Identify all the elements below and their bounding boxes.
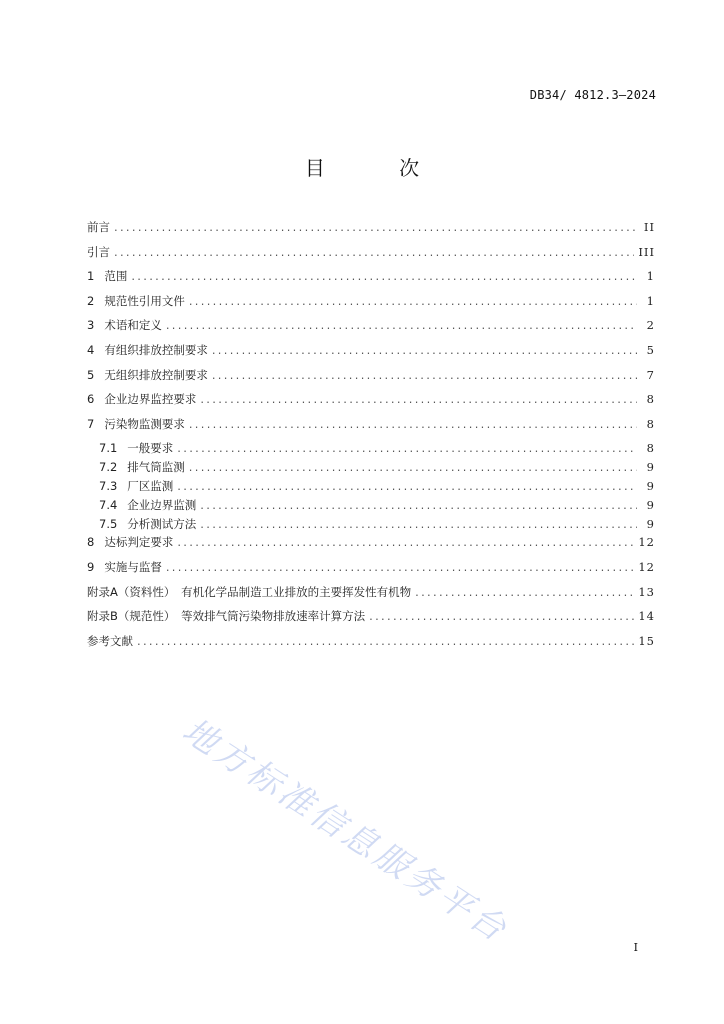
toc-entry-number: 7.3 — [99, 478, 118, 493]
toc-entry-page: 9 — [646, 478, 655, 493]
toc-entry[interactable] — [87, 293, 655, 318]
toc-entry[interactable] — [87, 633, 655, 658]
toc-entry[interactable] — [87, 559, 655, 584]
toc-entry-label: 厂区监测 — [127, 478, 174, 493]
toc-entry-page: 14 — [638, 609, 655, 624]
toc-entry[interactable] — [87, 534, 655, 559]
page-number: I — [633, 941, 638, 954]
toc-entry-label: 参考文献 — [87, 633, 133, 648]
toc-entry-label: 附录A（资料性） 有机化学品制造工业排放的主要挥发性有机物 — [87, 584, 412, 599]
toc-entry-label: 范围 — [104, 269, 128, 284]
toc-entry-number: 6 — [87, 392, 95, 407]
toc-entry-page: 9 — [646, 516, 655, 531]
toc-entry-label: 企业边界监测 — [127, 497, 197, 512]
toc-leader-dots — [415, 584, 634, 600]
toc-entry-number: 3 — [87, 318, 95, 333]
toc-entry-page: II — [643, 220, 655, 234]
toc-entry-page: 8 — [646, 416, 655, 431]
toc-entry[interactable] — [87, 342, 655, 367]
toc-entry[interactable] — [87, 459, 655, 478]
toc-entry-page: 8 — [646, 441, 655, 456]
toc-entry-label: 引言 — [87, 244, 110, 259]
watermark: 地方标准信息服务平台 — [175, 710, 516, 952]
toc-entry-label: 附录B（规范性） 等效排气筒污染物排放速率计算方法 — [87, 609, 366, 624]
toc-leader-dots — [189, 416, 637, 432]
toc-entry-page: III — [638, 244, 655, 259]
toc-entry[interactable] — [87, 268, 655, 293]
toc-leader-dots — [131, 268, 637, 284]
toc-entry-label: 达标判定要求 — [104, 535, 174, 550]
toc-leader-dots — [114, 244, 634, 260]
toc-entry[interactable] — [87, 416, 655, 441]
toc-entry-number: 8 — [87, 535, 95, 550]
toc-entry-number: 7.1 — [99, 441, 118, 456]
toc-entry-number: 9 — [87, 559, 95, 574]
toc-leader-dots — [212, 342, 637, 358]
toc-leader-dots — [369, 608, 634, 624]
toc-entry-label: 排气筒监测 — [127, 460, 185, 475]
toc-entry[interactable] — [87, 584, 655, 609]
toc-entry-label: 术语和定义 — [104, 318, 162, 333]
toc-leader-dots — [166, 559, 635, 575]
toc-entry-number: 4 — [87, 342, 95, 357]
toc-leader-dots — [166, 317, 637, 333]
toc-entry-label: 实施与监督 — [104, 559, 162, 574]
toc-entry-page: 13 — [638, 584, 655, 599]
toc-entry-page: 9 — [646, 497, 655, 512]
toc-entry-number: 7.2 — [99, 460, 118, 475]
toc-entry-label: 一般要求 — [127, 441, 174, 456]
toc-entry-label: 前言 — [87, 220, 110, 234]
toc-entry[interactable] — [87, 440, 655, 459]
toc-entry[interactable] — [87, 497, 655, 516]
toc-entry-label: 规范性引用文件 — [104, 293, 185, 308]
page-title: 目 次 — [304, 156, 454, 180]
toc-leader-dots — [200, 497, 637, 513]
toc-entry-page: 1 — [646, 293, 655, 308]
toc-leader-dots — [177, 440, 637, 456]
toc-leader-dots — [177, 534, 634, 550]
toc-entry-number: 7 — [87, 416, 95, 431]
toc-leader-dots — [212, 367, 637, 383]
toc-entry-page: 2 — [646, 318, 655, 333]
table-of-contents — [87, 219, 655, 657]
toc-entry-label: 企业边界监控要求 — [104, 392, 197, 407]
toc-leader-dots — [177, 478, 637, 494]
toc-entry-number: 7.4 — [99, 497, 118, 512]
toc-leader-dots — [189, 293, 637, 309]
toc-leader-dots — [137, 633, 634, 649]
toc-entry-number: 1 — [87, 269, 95, 284]
toc-leader-dots — [114, 219, 637, 235]
toc-entry-number: 2 — [87, 293, 95, 308]
toc-entry[interactable] — [87, 478, 655, 497]
toc-entry-number: 7.5 — [99, 516, 118, 531]
document-code: DB34/ 4812.3—2024 — [529, 88, 656, 102]
toc-leader-dots — [200, 516, 637, 532]
toc-entry[interactable] — [87, 219, 655, 244]
toc-entry-page: 8 — [646, 392, 655, 407]
toc-entry-label: 无组织排放控制要求 — [104, 367, 208, 382]
toc-entry-page: 1 — [646, 269, 655, 284]
toc-entry-label: 污染物监测要求 — [104, 416, 185, 431]
toc-leader-dots — [189, 459, 637, 475]
toc-entry-page: 12 — [638, 535, 655, 550]
toc-entry[interactable] — [87, 244, 655, 269]
toc-entry-label: 分析测试方法 — [127, 516, 197, 531]
toc-entry-page: 15 — [638, 633, 655, 648]
toc-entry-page: 7 — [646, 367, 655, 382]
toc-entry[interactable] — [87, 367, 655, 392]
toc-entry-number: 5 — [87, 367, 95, 382]
toc-entry[interactable] — [87, 516, 655, 535]
toc-entry-page: 5 — [646, 342, 655, 357]
toc-entry[interactable] — [87, 317, 655, 342]
toc-entry[interactable] — [87, 608, 655, 633]
toc-leader-dots — [200, 391, 637, 407]
toc-entry[interactable] — [87, 391, 655, 416]
toc-entry-label: 有组织排放控制要求 — [104, 342, 208, 357]
toc-entry-page: 9 — [646, 460, 655, 475]
toc-entry-page: 12 — [638, 559, 655, 574]
